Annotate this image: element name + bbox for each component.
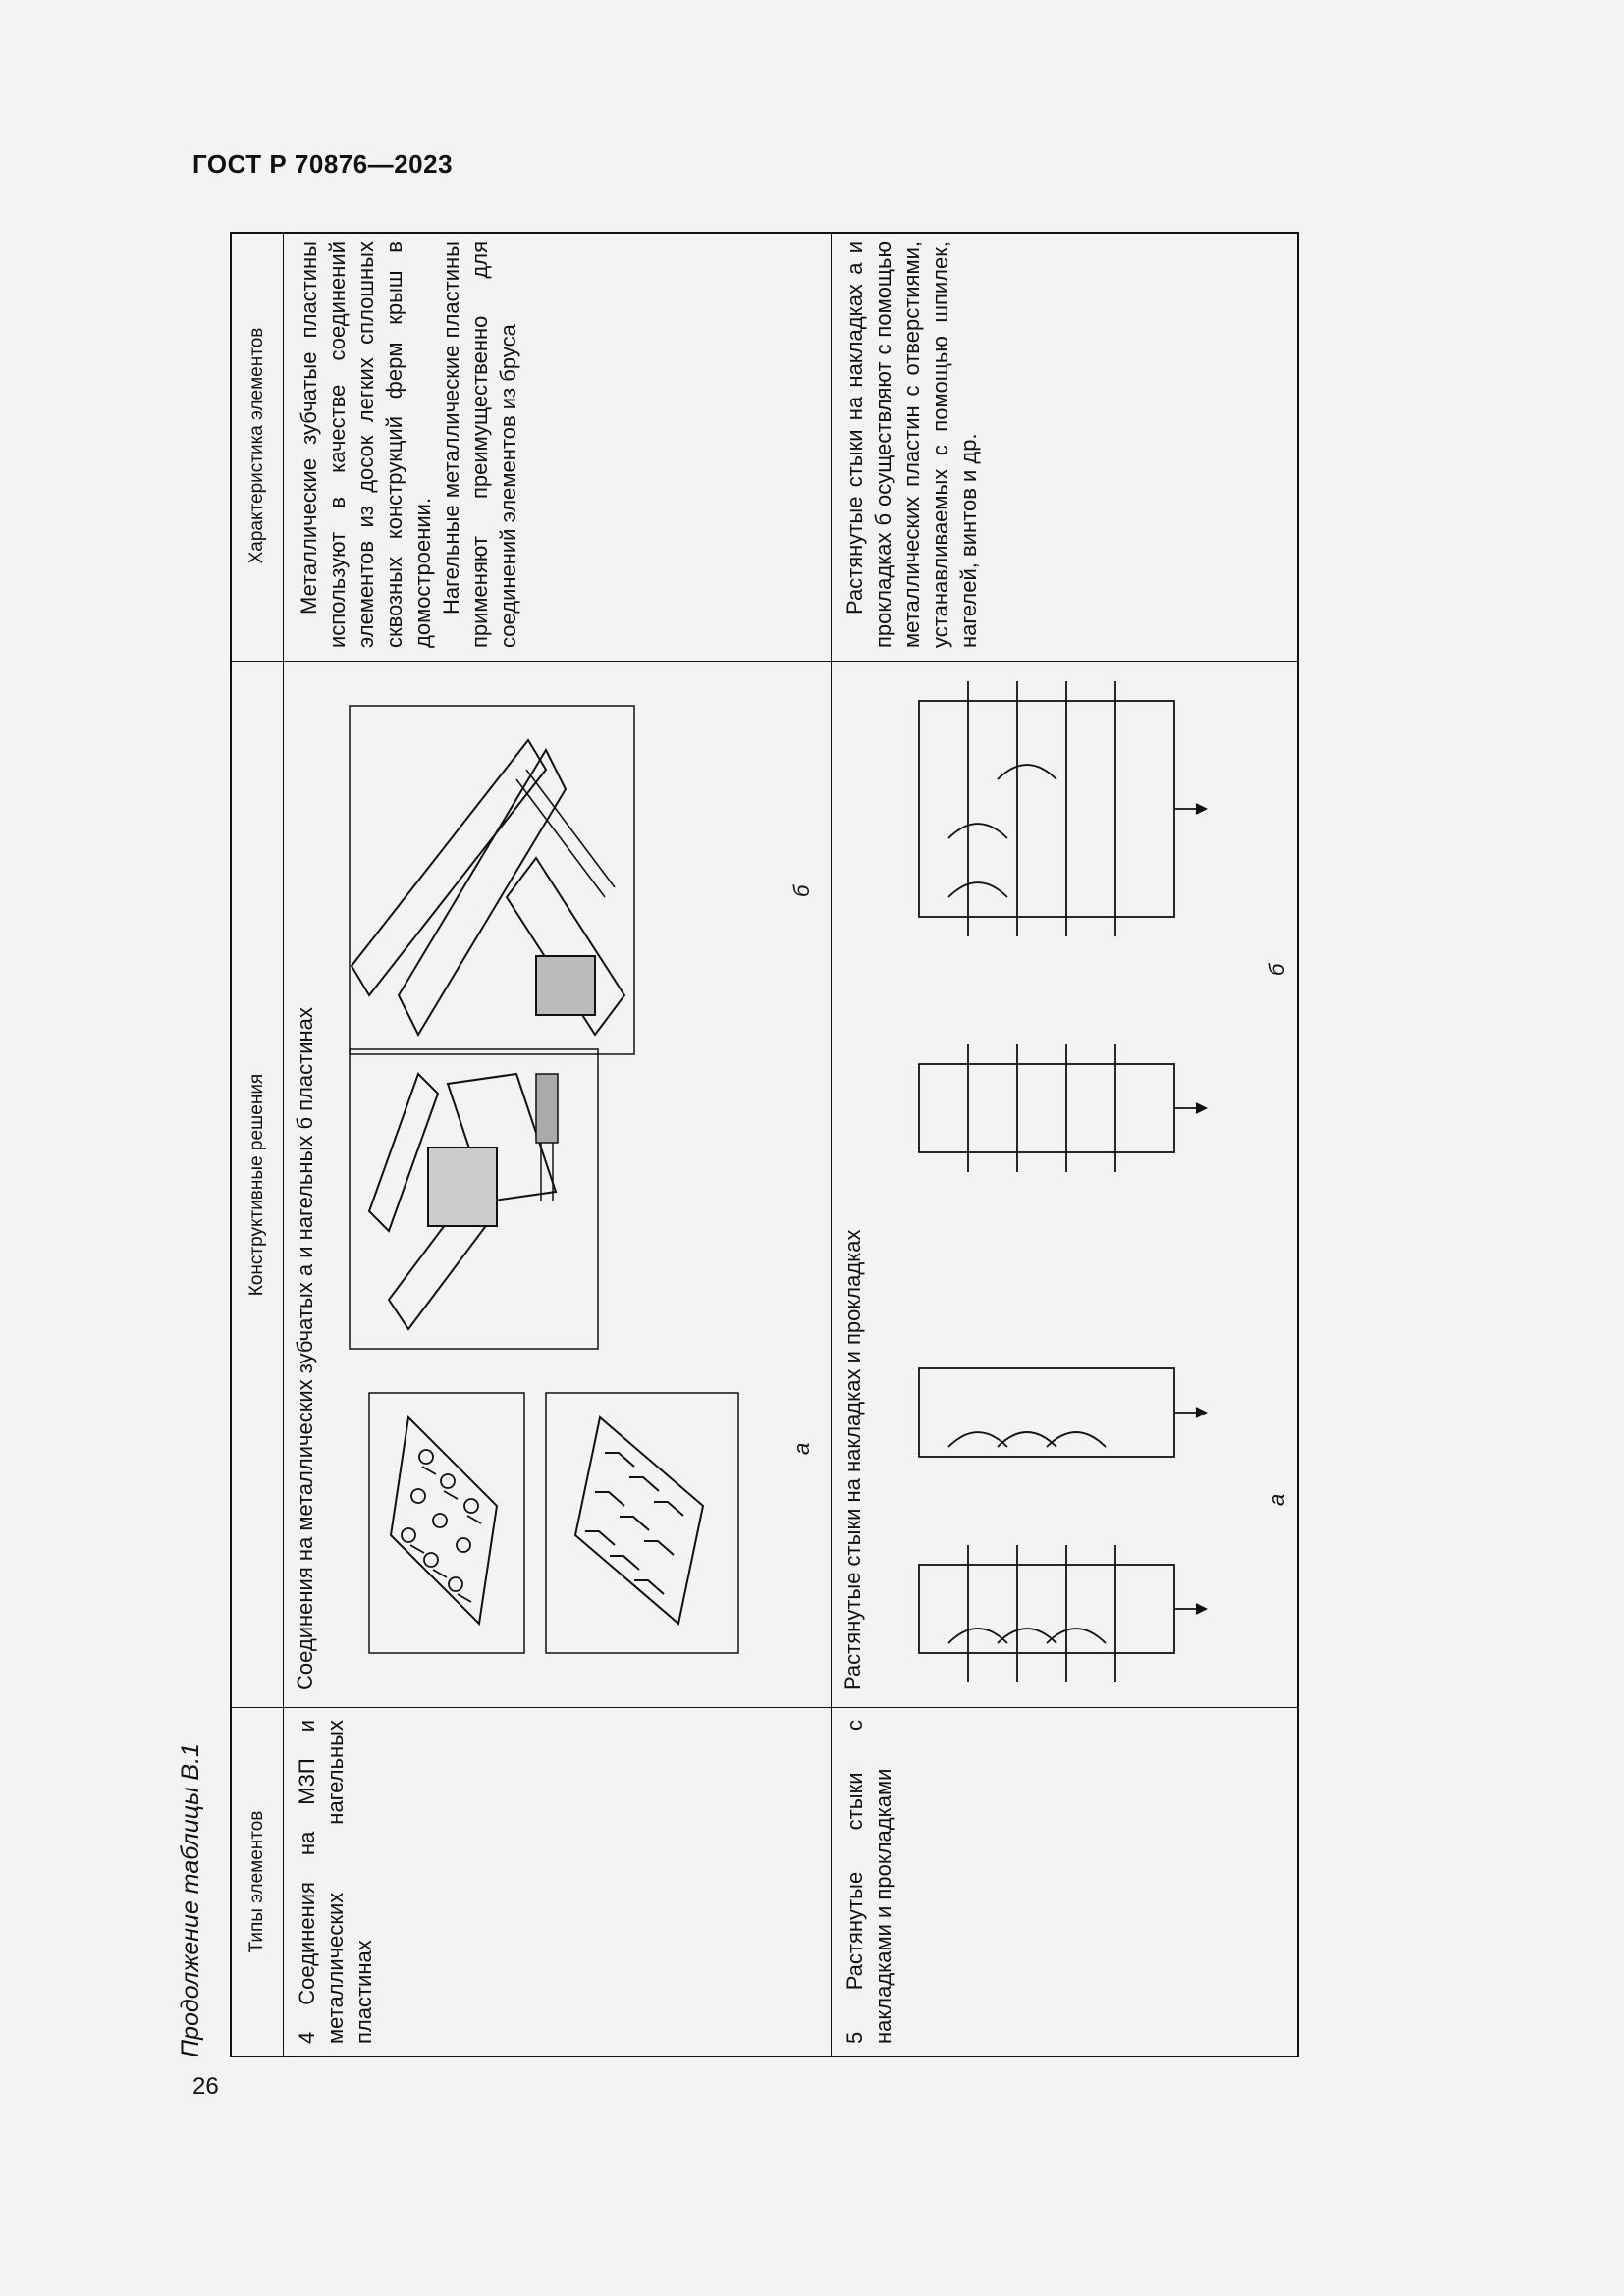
row4-solution-title: Соединения на металлических зубчатых а и нагельных б пластинах xyxy=(293,1007,317,1690)
row5-label-a: а xyxy=(1265,1493,1289,1506)
row-divider xyxy=(831,234,832,2056)
row4-type xyxy=(293,1720,378,2044)
arrow-icon xyxy=(1174,804,1206,1614)
nail-plate-icon xyxy=(546,1388,742,1653)
row4-characteristics xyxy=(295,241,522,648)
row4-char-para-2: Нагельные металлические пластины применяют преимущественно для соединений элементов из бруса xyxy=(439,241,520,648)
row4-type-text: 4 Соединения на МЗП и металлических нагельных пластинах xyxy=(295,1720,376,2044)
table-caption: Продолжение таблицы В.1 xyxy=(177,1743,204,2057)
header-divider xyxy=(283,234,284,2056)
row5-type xyxy=(840,1720,897,2044)
truss-joint-icon xyxy=(350,681,644,1054)
rotated-table-page xyxy=(177,230,1289,2057)
table xyxy=(230,232,1299,2057)
page-number: 26 xyxy=(192,2073,219,2100)
splice-joint-icon xyxy=(909,671,1233,1682)
row4-char-para-1: Металлические зубчатые пластины используют в качестве соединений элементов из досок легких сплошных сквозных конструкций ферм крыш в домостроении. xyxy=(297,241,435,648)
row5-characteristics xyxy=(840,241,983,648)
row5-char-para-1: Растянутые стыки на накладках а и прокладках б осуществляют с помощью металлических пластин с отверстиями, устанавливаемых с помощью шпилек, нагелей, винтов и др. xyxy=(842,241,981,648)
column-divider-1 xyxy=(232,1707,1297,1708)
column-divider-2 xyxy=(232,661,1297,662)
column-header-characteristics: Характеристика элементов xyxy=(246,327,267,564)
column-header-solutions: Конструктивные решения xyxy=(246,1073,267,1297)
document-code: ГОСТ Р 70876—2023 xyxy=(192,149,454,179)
truss-joint-icon xyxy=(350,1044,615,1349)
toothed-plate-icon xyxy=(369,1388,526,1653)
row5-solution-title: Растянутые стыки на накладках и прокладках xyxy=(840,1229,865,1690)
row4-label-b: б xyxy=(789,884,814,897)
row5-type-text: 5 Растянутые стыки с накладками и прокладками xyxy=(842,1720,895,2044)
row5-label-b: б xyxy=(1265,963,1289,976)
column-header-types: Типы элементов xyxy=(246,1810,267,1953)
row4-label-a: а xyxy=(789,1442,814,1455)
